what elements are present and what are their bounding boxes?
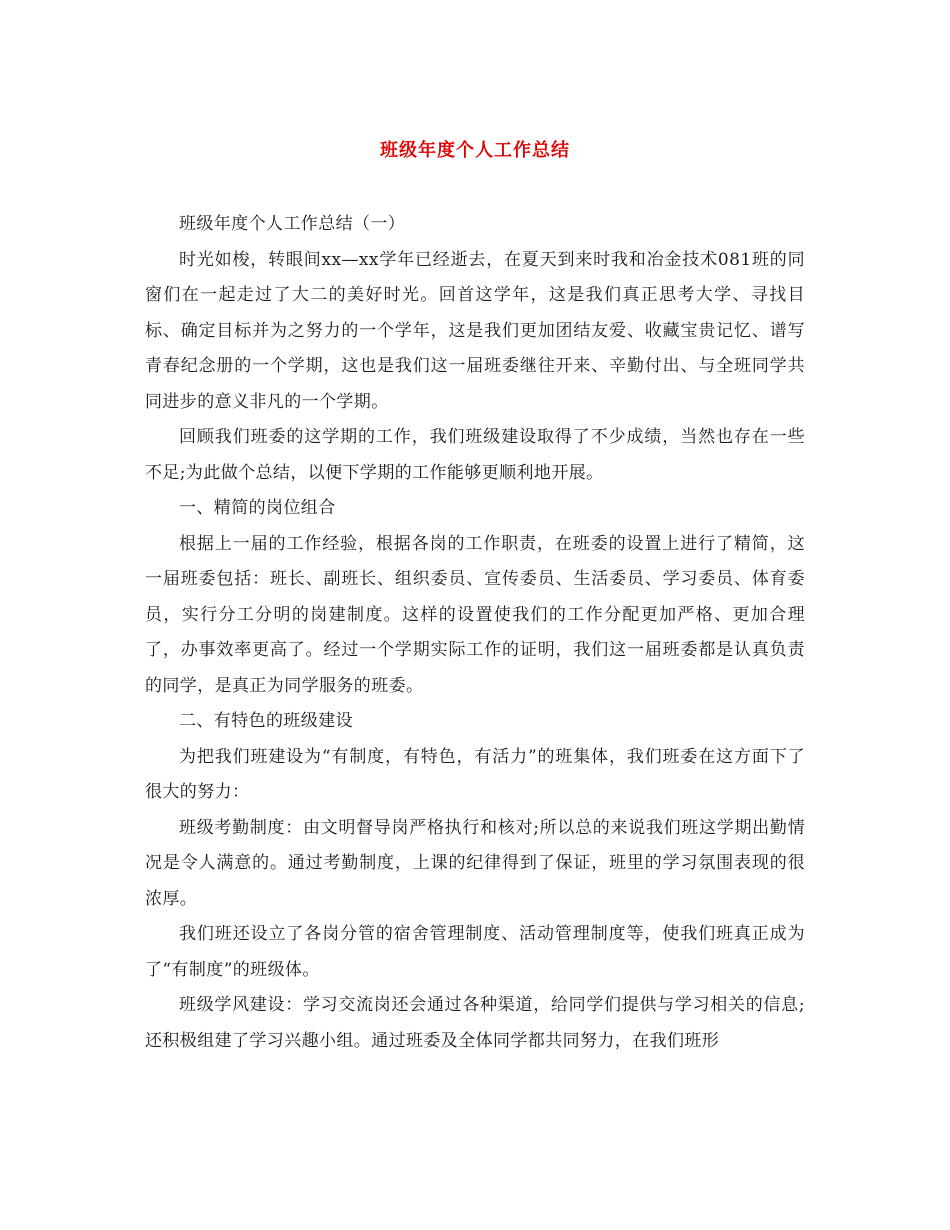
- document-title: 班级年度个人工作总结: [380, 140, 570, 161]
- paragraph-management: 我们班还设立了各岗分管的宿舍管理制度、活动管理制度等，使我们班真正成为了“有制度”的班级体。: [145, 924, 805, 980]
- section-heading-class-building: 二、有特色的班级建设: [179, 711, 353, 731]
- section-heading-positions: 一、精简的岗位组合: [179, 498, 336, 518]
- paragraph-study-style: 班级学风建设：学习交流岗还会通过各种渠道，给同学们提供与学习相关的信息;还积极组建了学习兴趣小组。通过班委及全体同学都共同努力，在我们班形: [145, 995, 805, 1051]
- paragraph-intro: 时光如梭，转眼间xx—xx学年已经逝去，在夏天到来时我和冶金技术081班的同窗们在一起走过了大二的美好时光。回首这学年，这是我们真正思考大学、寻找目标、确定目标并为之努力的一个学年，这是我们更加团结友爱、收藏宝贵记忆、谱写青春纪念册的一个学期，这也是我们这一届班委继往开来、辛勤付出、与全班同学共同进步的意义非凡的一个学期。: [145, 249, 805, 412]
- paragraph-positions: 根据上一届的工作经验，根据各岗的工作职责，在班委的设置上进行了精简，这一届班委包括：班长、副班长、组织委员、宣传委员、生活委员、学习委员、体育委员，实行分工分明的岗建制度。这样的设置使我们的工作分配更加严格、更加合理了，办事效率更高了。经过一个学期实际工作的证明，我们这一届班委都是认真负责的同学，是真正为同学服务的班委。: [145, 533, 805, 696]
- section-heading-1: 班级年度个人工作总结（一）: [179, 214, 406, 234]
- paragraph-review: 回顾我们班委的这学期的工作，我们班级建设取得了不少成绩，当然也存在一些不足;为此做个总结，以便下学期的工作能够更顺利地开展。: [145, 427, 805, 483]
- paragraph-goal: 为把我们班建设为“有制度，有特色，有活力”的班集体，我们班委在这方面下了很大的努力：: [145, 746, 805, 802]
- paragraph-attendance: 班级考勤制度：由文明督导岗严格执行和核对;所以总的来说我们班这学期出勤情况是令人满意的。通过考勤制度，上课的纪律得到了保证，班里的学习氛围表现的很浓厚。: [145, 817, 805, 909]
- document-body: [145, 207, 805, 1059]
